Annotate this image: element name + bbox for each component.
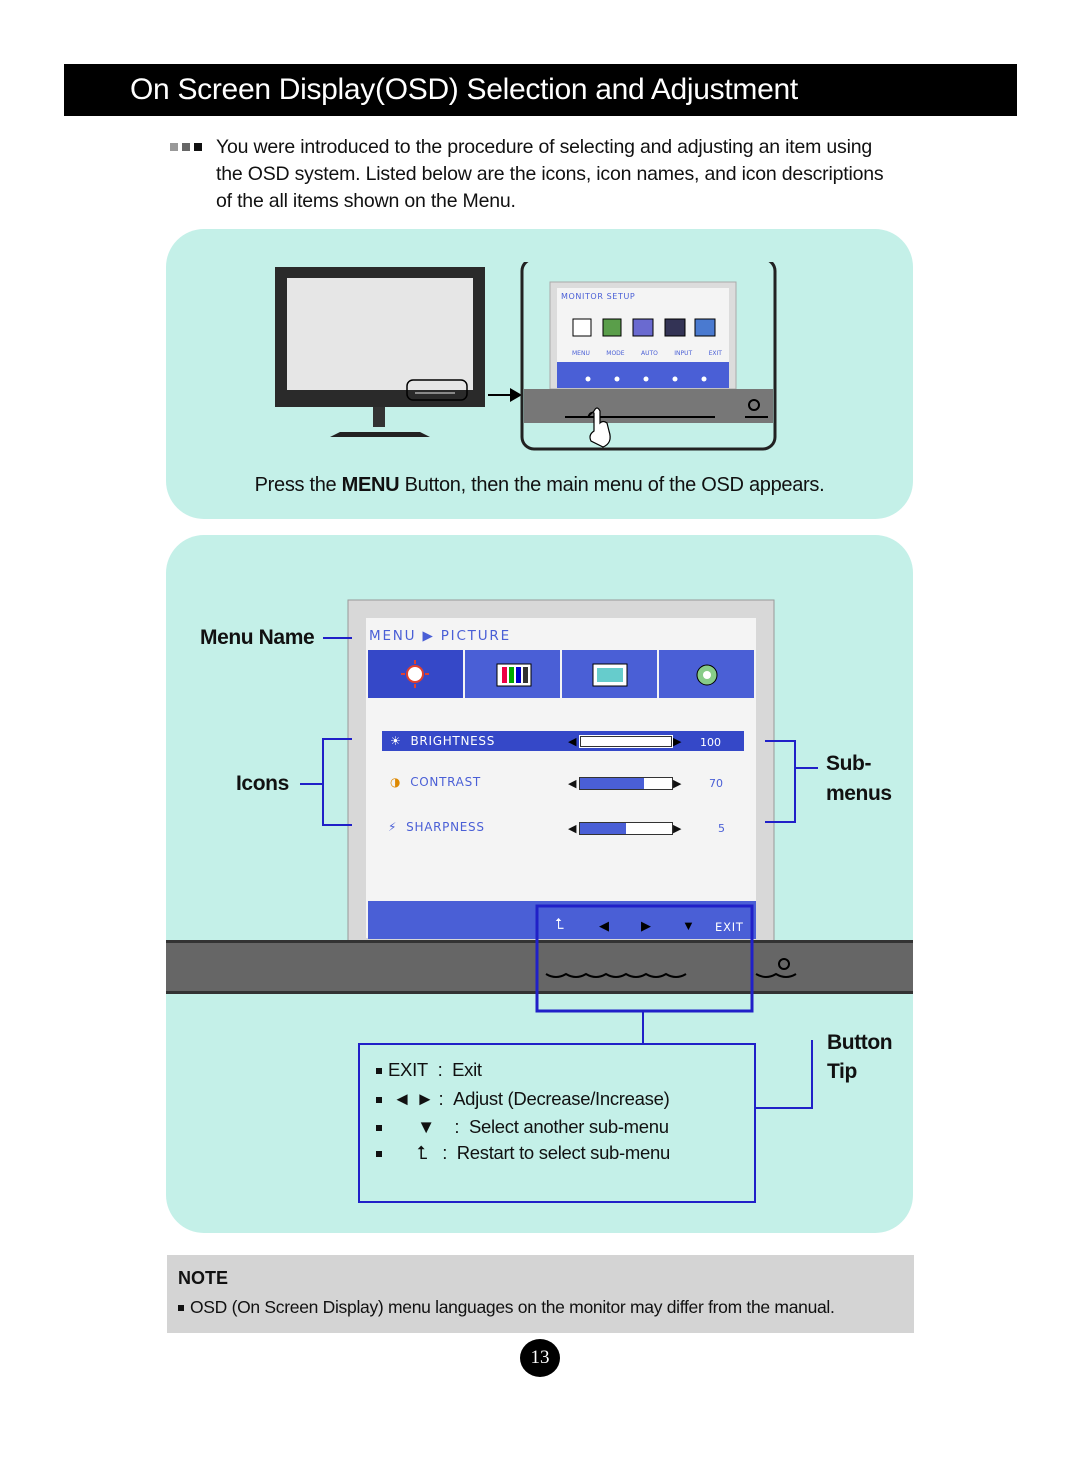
tip-exit: EXIT : Exit xyxy=(376,1059,482,1081)
tip-select: ▼ : Select another sub-menu xyxy=(376,1116,669,1138)
sun-icon: ☀ xyxy=(390,734,402,748)
submenu-sharpness-label: SHARPNESS xyxy=(406,820,485,834)
contrast-value: 70 xyxy=(709,777,723,790)
label-button: Button xyxy=(827,1031,893,1054)
osd-item-menu: MENU xyxy=(572,350,590,357)
arrow-right-icon: ▶ xyxy=(673,778,682,790)
nav-down-icon[interactable]: ▼ xyxy=(682,918,695,933)
osd-item-auto: AUTO xyxy=(640,350,658,357)
osd-item-exit: EXIT xyxy=(708,350,722,357)
section-title: On Screen Display(OSD) Selection and Adjustment xyxy=(130,73,798,106)
submenu-contrast-label: CONTRAST xyxy=(410,775,481,789)
nav-left-icon[interactable]: ◀ xyxy=(599,918,609,933)
arrow-left-icon: ◀ xyxy=(568,778,577,790)
arrow-left-icon: ◀ xyxy=(568,823,577,835)
tip-restart: ⮤ : Restart to select sub-menu xyxy=(376,1142,670,1164)
label-tip: Tip xyxy=(827,1060,857,1083)
arrow-left-icon: ◀ xyxy=(568,736,577,748)
arrow-right-icon: ▶ xyxy=(673,736,682,748)
button-tip-box xyxy=(358,1043,756,1203)
brightness-value: 100 xyxy=(700,736,721,749)
contrast-icon: ◑ xyxy=(390,775,402,789)
chevron-right-icon: ▶ xyxy=(422,628,435,644)
arrow-right-icon: ▶ xyxy=(673,823,682,835)
osd-item-input: INPUT xyxy=(674,350,693,357)
menu-keyword: MENU xyxy=(341,474,400,496)
breadcrumb-menu: MENU xyxy=(369,628,417,644)
osd-item-mode: MODE xyxy=(606,350,625,357)
step1-caption: Press the MENU Button, then the main menu of the OSD appears. xyxy=(254,474,825,496)
note-title: NOTE xyxy=(178,1268,229,1288)
nav-exit-button[interactable]: EXIT xyxy=(715,920,744,934)
submenu-brightness-label: BRIGHTNESS xyxy=(410,734,496,748)
label-menus: menus xyxy=(826,782,892,805)
tip-adjust: ◄ ► : Adjust (Decrease/Increase) xyxy=(376,1088,669,1110)
sharpness-value: 5 xyxy=(718,822,725,835)
intro-paragraph: You were introduced to the procedure of selecting and adjusting an item using the OSD system. Listed below are the icons, icon names, and icon descriptions of the all items shown on the Menu. xyxy=(216,136,884,212)
note-text: OSD (On Screen Display) menu languages on the monitor may differ from the manual. xyxy=(178,1297,835,1318)
osd-title: MONITOR SETUP xyxy=(561,292,636,301)
nav-right-icon[interactable]: ▶ xyxy=(641,918,651,933)
return-icon[interactable]: ⮤ xyxy=(555,916,564,933)
sharpness-icon: ⚡ xyxy=(388,820,398,834)
note-box xyxy=(167,1255,914,1333)
page-number: 13 xyxy=(520,1339,560,1377)
label-sub: Sub- xyxy=(826,752,872,775)
label-icons: Icons xyxy=(236,772,289,795)
breadcrumb-picture: PICTURE xyxy=(440,628,511,644)
label-menu-name: Menu Name xyxy=(200,626,315,649)
